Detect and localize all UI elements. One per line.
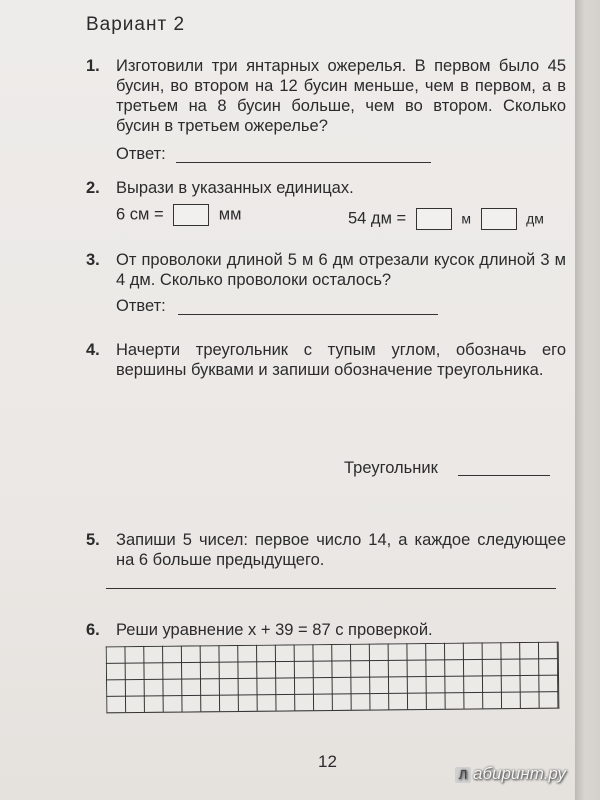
answer-line[interactable] (178, 314, 438, 315)
expr-left: 54 дм = (348, 209, 407, 228)
answer-box[interactable] (173, 204, 209, 226)
task-text: Начерти треугольник с тупым углом, обозначь его вершины буквами и запиши обозначение треугольника. (116, 341, 566, 379)
answer-row (116, 296, 166, 316)
task-number: 6. (86, 621, 100, 639)
triangle-label: Треугольник (344, 459, 438, 477)
task-text: Реши уравнение x + 39 = 87 с проверкой. (116, 621, 433, 639)
task-text: От проволоки длиной 5 м 6 дм отрезали кусок длиной 3 м 4 дм. Сколько проволоки осталось? (116, 251, 566, 289)
watermark-text: абиринт.ру (473, 764, 566, 783)
task-number: 4. (86, 341, 100, 359)
task-2 (86, 178, 566, 228)
expr-unit: дм (526, 210, 544, 227)
task-text: Запиши 5 чисел: первое число 14, а каждое следующее на 6 больше предыдущего. (116, 531, 566, 569)
answer-line[interactable] (106, 588, 556, 589)
task-text: Вырази в указанных единицах. (116, 179, 354, 197)
expr-unit: мм (218, 205, 242, 224)
task-1 (86, 56, 566, 163)
answer-box[interactable] (481, 208, 517, 230)
task-number: 2. (86, 179, 100, 197)
task-number: 1. (86, 57, 100, 75)
task-number: 3. (86, 251, 100, 269)
answer-row (116, 144, 166, 164)
watermark-logo: Л (455, 767, 471, 783)
task-number: 5. (86, 531, 100, 549)
task-4 (86, 340, 566, 477)
watermark (455, 764, 566, 784)
conversion-1 (116, 204, 241, 226)
answer-label: Ответ: (116, 145, 166, 163)
answer-label: Ответ: (116, 297, 166, 315)
answer-box[interactable] (416, 208, 452, 230)
task-3 (86, 250, 566, 315)
variant-title: Вариант 2 (86, 14, 186, 35)
conversion-2 (348, 208, 544, 230)
triangle-answer-line[interactable] (458, 475, 550, 476)
grid-workspace[interactable] (106, 642, 560, 714)
adjacent-page-edge (575, 0, 600, 800)
expr-unit: м (461, 210, 471, 227)
task-text: Изготовили три янтарных ожерелья. В первом было 45 бусин, во втором на 12 бусин меньше, чем в первом, а в третьем на 8 бусин больше, чем во втором. Сколько бусин в третьем ожерелье? (116, 57, 566, 135)
page-number: 12 (318, 752, 337, 771)
task-5 (86, 530, 566, 570)
expr-left: 6 см = (116, 205, 164, 224)
answer-line[interactable] (176, 162, 431, 163)
task-6 (86, 620, 566, 640)
